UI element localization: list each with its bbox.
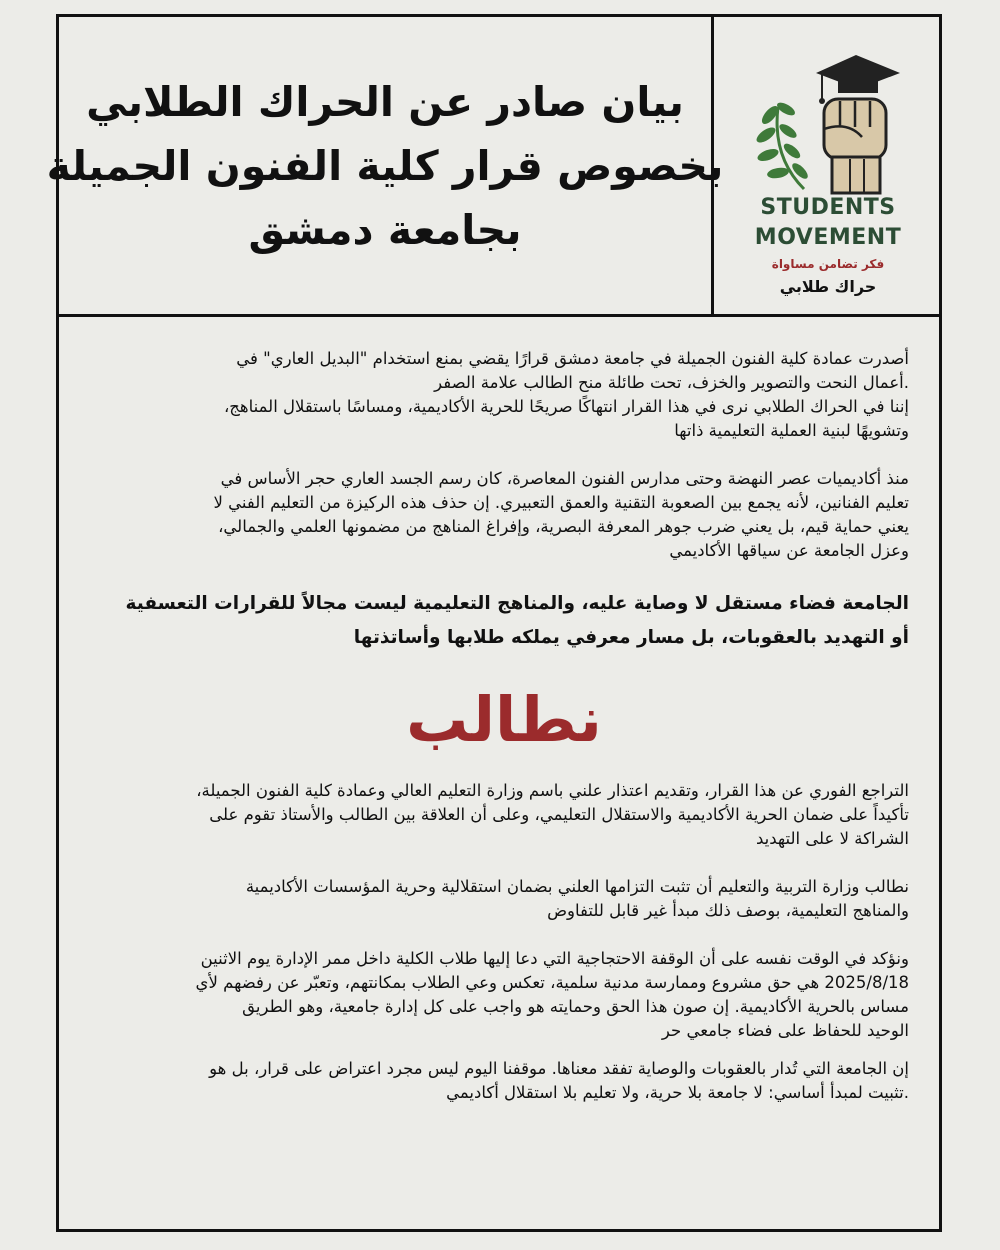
text-line: وتشويهًا لبنية العملية التعليمية ذاتها [674,421,909,440]
title-box [46,17,724,314]
olive-branch-icon [754,100,810,189]
text-line: والمناهج التعليمية، بوصف ذلك مبدأ غير قابل للتفاوض [547,901,909,920]
demand-3 [99,947,909,1043]
text-line: التراجع الفوري عن هذا القرار، وتقديم اعتذار علني باسم وزارة التعليم العالي وعمادة كلية الفنون الجميلة، [196,781,909,800]
logo-text-students: STUDENTS [760,195,896,220]
logo-text-movement: MOVEMENT [754,225,902,250]
text-line: .تثبيت لمبدأ أساسي: لا جامعة بلا حرية، ولا تعليم بلا استقلال أكاديمي [446,1083,909,1102]
closing-paragraph [99,1057,909,1105]
title-line-1: بيان صادر عن الحراك الطلابي [86,77,684,126]
text-line: الشراكة لا على التهديد [755,829,909,848]
logo-tagline: فكر تضامن مساواة [771,257,885,271]
text-line: مساس بالحرية الأكاديمية. إن صون هذا الحق وحمايته هو واجب على كل إدارة جامعية، وهو الطريق [242,997,909,1016]
header [46,17,939,317]
text-line: نطالب وزارة التربية والتعليم أن تثبت التزامها العلني بضمان استقلالية وحرية المؤسسات الأكاديمية [245,877,909,896]
text-line: إن الجامعة التي تُدار بالعقوبات والوصاية تفقد معناها. موقفنا اليوم ليس مجرد اعتراض على قرار، بل هو [209,1059,909,1078]
graduation-cap-icon [816,55,900,104]
text-line: 2025/8/18 هي حق مشروع وممارسة مدنية سلمية، تعكس وعي الطلاب بمكانتهم، وتعبّر عن رفضهم لأي [195,973,909,992]
text-line: منذ أكاديميات عصر النهضة وحتى مدارس الفنون المعاصرة، كان رسم الجسد العاري حجر الأساس في [220,469,909,488]
text-line: أصدرت عمادة كلية الفنون الجميلة في جامعة دمشق قرارًا يقضي بمنع استخدام "البديل العاري" في [236,349,909,368]
fist-icon [824,99,886,193]
logo-text-arabic: حراك طلابي [779,277,877,296]
text-line: تأكيداً على ضمان الحرية الأكاديمية والاستقلال التعليمي، وعلى أن العلاقة بين الطالب والأستاذ تقوم على [209,805,909,824]
emphasis-statement [99,587,909,655]
demand-1 [99,779,909,851]
text-line: وعزل الجامعة عن سياقها الأكاديمي [669,541,909,560]
text-line: .أعمال النحت والتصوير والخزف، تحت طائلة منح الطالب علامة الصفر [434,373,909,392]
text-line: أو التهديد بالعقوبات، بل مسار معرفي يملكه طلابها وأساتذتها [353,627,909,648]
title-line-3: بجامعة دمشق [248,205,522,254]
students-movement-logo [714,17,942,314]
title-line-2: بخصوص قرار كلية الفنون الجميلة [46,141,724,190]
demand-2 [99,875,909,923]
statement-body [99,347,909,1129]
fist-graduation-cap-icon [752,47,904,197]
statement-frame [46,14,942,1232]
text-line: الوحيد للحفاظ على فضاء جامعي حر [661,1021,909,1040]
paragraph-history [99,467,909,563]
text-line: إننا في الحراك الطلابي نرى في هذا القرار انتهاكًا صريحًا للحرية الأكاديمية، ومساسًا باستقلال المناهج، [223,397,909,416]
text-line: تعليم الفنانين، لأنه يجمع بين الصعوبة التقنية والعمق التعبيري. إن حذف هذه الركيزة من التعليم الفني لا [213,493,909,512]
demands-heading: نطالب [406,683,602,756]
text-line: يعني حماية قيم، بل يعني ضرب جوهر المعرفة البصرية، وإفراغ المناهج من مضمونها العلمي والجمالي، [218,517,909,536]
paragraph-decision [99,347,909,443]
text-line: الجامعة فضاء مستقل لا وصاية عليه، والمناهج التعليمية ليست مجالاً للقرارات التعسفية [125,593,909,614]
text-line: ونؤكد في الوقت نفسه على أن الوقفة الاحتجاجية التي دعا إليها طلاب الكلية داخل ممر الإدارة يوم الاثنين [200,949,909,968]
